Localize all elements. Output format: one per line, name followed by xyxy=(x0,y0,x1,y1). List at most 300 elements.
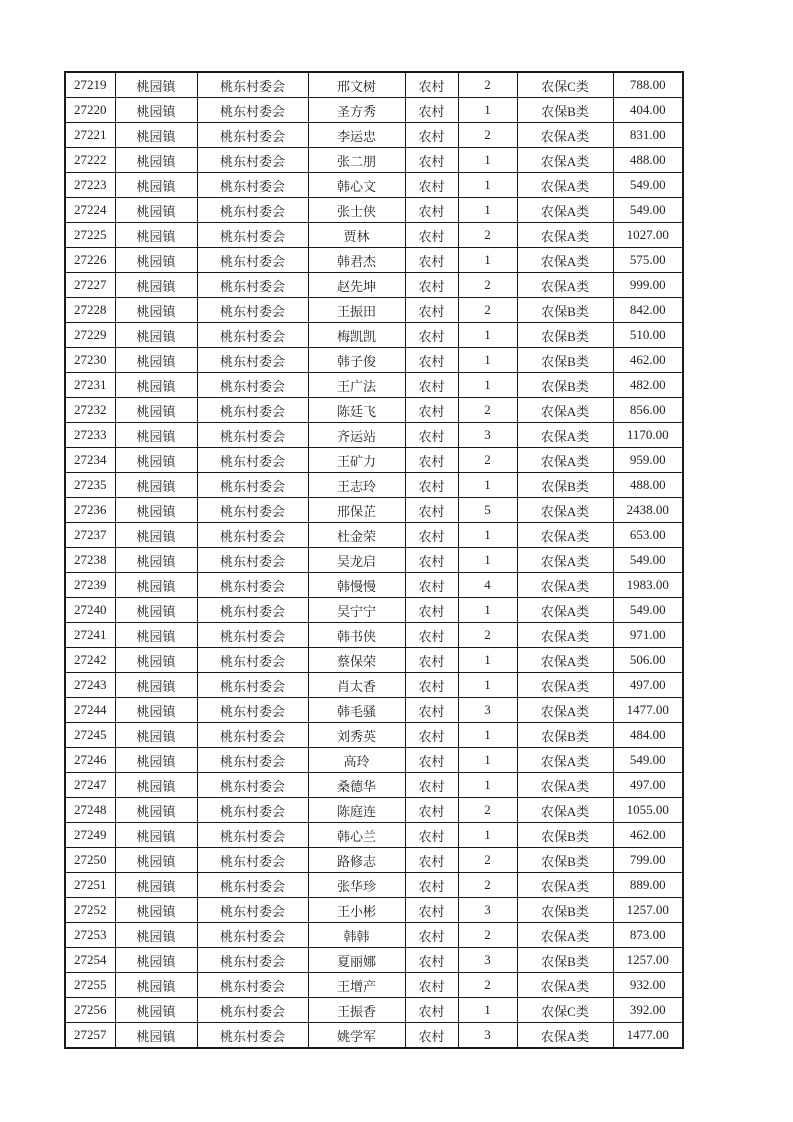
table-row xyxy=(65,423,683,448)
table-cell-person-count: 2 xyxy=(458,623,517,648)
table-cell-amount: 799.00 xyxy=(613,848,683,873)
table-cell-town: 桃园镇 xyxy=(115,423,197,448)
table-cell-amount: 1170.00 xyxy=(613,423,683,448)
table-cell-record-id: 27223 xyxy=(65,173,115,198)
table-cell-village-committee: 桃东村委会 xyxy=(197,72,308,98)
table-cell-person-name: 圣方秀 xyxy=(308,98,405,123)
table-cell-person-name: 刘秀英 xyxy=(308,723,405,748)
table-cell-town: 桃园镇 xyxy=(115,873,197,898)
table-cell-insurance-category: 农保B类 xyxy=(517,898,613,923)
table-row xyxy=(65,573,683,598)
table-cell-household-type: 农村 xyxy=(405,998,458,1023)
table-cell-person-count: 2 xyxy=(458,273,517,298)
table-cell-person-count: 2 xyxy=(458,848,517,873)
table-cell-town: 桃园镇 xyxy=(115,548,197,573)
table-cell-record-id: 27240 xyxy=(65,598,115,623)
table-cell-village-committee: 桃东村委会 xyxy=(197,473,308,498)
table-cell-village-committee: 桃东村委会 xyxy=(197,573,308,598)
table-cell-record-id: 27243 xyxy=(65,673,115,698)
table-cell-person-name: 肖太香 xyxy=(308,673,405,698)
table-cell-insurance-category: 农保B类 xyxy=(517,948,613,973)
table-cell-record-id: 27229 xyxy=(65,323,115,348)
table-cell-amount: 932.00 xyxy=(613,973,683,998)
table-cell-record-id: 27231 xyxy=(65,373,115,398)
table-cell-town: 桃园镇 xyxy=(115,573,197,598)
table-cell-person-name: 夏丽娜 xyxy=(308,948,405,973)
table-cell-record-id: 27244 xyxy=(65,698,115,723)
table-row xyxy=(65,323,683,348)
table-cell-household-type: 农村 xyxy=(405,748,458,773)
table-cell-insurance-category: 农保A类 xyxy=(517,273,613,298)
table-cell-insurance-category: 农保A类 xyxy=(517,123,613,148)
table-cell-insurance-category: 农保A类 xyxy=(517,398,613,423)
table-cell-village-committee: 桃东村委会 xyxy=(197,398,308,423)
table-cell-person-count: 1 xyxy=(458,548,517,573)
table-cell-record-id: 27253 xyxy=(65,923,115,948)
table-cell-household-type: 农村 xyxy=(405,598,458,623)
table-cell-village-committee: 桃东村委会 xyxy=(197,448,308,473)
table-cell-person-count: 2 xyxy=(458,798,517,823)
table-cell-village-committee: 桃东村委会 xyxy=(197,623,308,648)
table-cell-record-id: 27236 xyxy=(65,498,115,523)
table-cell-town: 桃园镇 xyxy=(115,498,197,523)
table-cell-person-name: 韩子俊 xyxy=(308,348,405,373)
table-cell-town: 桃园镇 xyxy=(115,723,197,748)
table-cell-amount: 482.00 xyxy=(613,373,683,398)
table-cell-record-id: 27220 xyxy=(65,98,115,123)
table-cell-insurance-category: 农保B类 xyxy=(517,723,613,748)
table-cell-village-committee: 桃东村委会 xyxy=(197,298,308,323)
table-cell-record-id: 27247 xyxy=(65,773,115,798)
table-cell-household-type: 农村 xyxy=(405,273,458,298)
table-row xyxy=(65,773,683,798)
table-cell-town: 桃园镇 xyxy=(115,698,197,723)
table-row xyxy=(65,698,683,723)
table-cell-household-type: 农村 xyxy=(405,623,458,648)
table-cell-insurance-category: 农保B类 xyxy=(517,848,613,873)
table-cell-record-id: 27251 xyxy=(65,873,115,898)
table-cell-amount: 1983.00 xyxy=(613,573,683,598)
table-cell-household-type: 农村 xyxy=(405,373,458,398)
table-cell-town: 桃园镇 xyxy=(115,123,197,148)
table-cell-person-name: 韩君杰 xyxy=(308,248,405,273)
table-cell-town: 桃园镇 xyxy=(115,523,197,548)
table-cell-household-type: 农村 xyxy=(405,498,458,523)
table-cell-insurance-category: 农保A类 xyxy=(517,498,613,523)
table-cell-household-type: 农村 xyxy=(405,698,458,723)
table-cell-person-count: 5 xyxy=(458,498,517,523)
table-cell-amount: 653.00 xyxy=(613,523,683,548)
table-cell-person-name: 吴宁宁 xyxy=(308,598,405,623)
table-cell-record-id: 27234 xyxy=(65,448,115,473)
table-row xyxy=(65,398,683,423)
table-cell-town: 桃园镇 xyxy=(115,173,197,198)
table-row xyxy=(65,148,683,173)
table-cell-person-count: 2 xyxy=(458,973,517,998)
table-cell-village-committee: 桃东村委会 xyxy=(197,798,308,823)
table-cell-household-type: 农村 xyxy=(405,223,458,248)
table-cell-amount: 999.00 xyxy=(613,273,683,298)
table-cell-village-committee: 桃东村委会 xyxy=(197,373,308,398)
table-cell-household-type: 农村 xyxy=(405,948,458,973)
table-cell-insurance-category: 农保A类 xyxy=(517,573,613,598)
table-row xyxy=(65,198,683,223)
table-cell-town: 桃园镇 xyxy=(115,298,197,323)
table-cell-person-name: 王广法 xyxy=(308,373,405,398)
table-cell-person-name: 张华珍 xyxy=(308,873,405,898)
table-cell-amount: 1477.00 xyxy=(613,1023,683,1049)
table-cell-record-id: 27252 xyxy=(65,898,115,923)
table-cell-village-committee: 桃东村委会 xyxy=(197,1023,308,1049)
table-cell-amount: 506.00 xyxy=(613,648,683,673)
table-cell-village-committee: 桃东村委会 xyxy=(197,998,308,1023)
table-cell-town: 桃园镇 xyxy=(115,448,197,473)
table-row xyxy=(65,72,683,98)
table-cell-amount: 1257.00 xyxy=(613,948,683,973)
table-cell-person-count: 2 xyxy=(458,298,517,323)
table-cell-town: 桃园镇 xyxy=(115,673,197,698)
table-cell-person-count: 1 xyxy=(458,323,517,348)
table-cell-household-type: 农村 xyxy=(405,723,458,748)
table-cell-person-name: 王矿力 xyxy=(308,448,405,473)
table-row xyxy=(65,123,683,148)
table-cell-person-name: 陈庭连 xyxy=(308,798,405,823)
table-cell-village-committee: 桃东村委会 xyxy=(197,723,308,748)
table-cell-insurance-category: 农保A类 xyxy=(517,173,613,198)
table-cell-town: 桃园镇 xyxy=(115,898,197,923)
table-cell-person-name: 路修志 xyxy=(308,848,405,873)
table-cell-town: 桃园镇 xyxy=(115,773,197,798)
table-row xyxy=(65,973,683,998)
table-cell-insurance-category: 农保A类 xyxy=(517,623,613,648)
table-cell-amount: 488.00 xyxy=(613,473,683,498)
table-row xyxy=(65,1023,683,1049)
table-row xyxy=(65,523,683,548)
table-cell-insurance-category: 农保A类 xyxy=(517,1023,613,1049)
table-cell-household-type: 农村 xyxy=(405,523,458,548)
table-cell-insurance-category: 农保A类 xyxy=(517,748,613,773)
table-cell-household-type: 农村 xyxy=(405,573,458,598)
table-cell-village-committee: 桃东村委会 xyxy=(197,273,308,298)
table-cell-record-id: 27241 xyxy=(65,623,115,648)
table-cell-village-committee: 桃东村委会 xyxy=(197,348,308,373)
table-cell-household-type: 农村 xyxy=(405,973,458,998)
table-cell-record-id: 27224 xyxy=(65,198,115,223)
table-cell-amount: 497.00 xyxy=(613,673,683,698)
table-cell-town: 桃园镇 xyxy=(115,648,197,673)
table-row xyxy=(65,473,683,498)
table-cell-village-committee: 桃东村委会 xyxy=(197,873,308,898)
table-cell-town: 桃园镇 xyxy=(115,223,197,248)
table-cell-village-committee: 桃东村委会 xyxy=(197,323,308,348)
table-cell-town: 桃园镇 xyxy=(115,323,197,348)
table-cell-person-count: 3 xyxy=(458,698,517,723)
table-cell-record-id: 27232 xyxy=(65,398,115,423)
table-cell-person-name: 张二朋 xyxy=(308,148,405,173)
table-cell-insurance-category: 农保B类 xyxy=(517,323,613,348)
table-cell-village-committee: 桃东村委会 xyxy=(197,973,308,998)
table-cell-village-committee: 桃东村委会 xyxy=(197,673,308,698)
table-cell-record-id: 27237 xyxy=(65,523,115,548)
table-cell-amount: 549.00 xyxy=(613,598,683,623)
table-cell-person-name: 韩心兰 xyxy=(308,823,405,848)
table-cell-person-count: 1 xyxy=(458,348,517,373)
table-cell-person-name: 桑德华 xyxy=(308,773,405,798)
table-cell-amount: 842.00 xyxy=(613,298,683,323)
table-row xyxy=(65,873,683,898)
table-cell-village-committee: 桃东村委会 xyxy=(197,773,308,798)
table-cell-record-id: 27239 xyxy=(65,573,115,598)
table-cell-village-committee: 桃东村委会 xyxy=(197,823,308,848)
table-cell-person-count: 2 xyxy=(458,398,517,423)
table-cell-person-count: 3 xyxy=(458,948,517,973)
table-row xyxy=(65,648,683,673)
table-cell-insurance-category: 农保A类 xyxy=(517,673,613,698)
table-cell-village-committee: 桃东村委会 xyxy=(197,923,308,948)
table-cell-town: 桃园镇 xyxy=(115,623,197,648)
table-cell-insurance-category: 农保B类 xyxy=(517,373,613,398)
table-cell-insurance-category: 农保A类 xyxy=(517,873,613,898)
table-cell-insurance-category: 农保A类 xyxy=(517,973,613,998)
table-cell-insurance-category: 农保A类 xyxy=(517,773,613,798)
table-cell-record-id: 27245 xyxy=(65,723,115,748)
table-cell-person-name: 齐运站 xyxy=(308,423,405,448)
table-cell-town: 桃园镇 xyxy=(115,1023,197,1049)
table-cell-person-name: 王振香 xyxy=(308,998,405,1023)
table-cell-household-type: 农村 xyxy=(405,798,458,823)
table-cell-insurance-category: 农保A类 xyxy=(517,423,613,448)
table-cell-record-id: 27257 xyxy=(65,1023,115,1049)
table-cell-household-type: 农村 xyxy=(405,423,458,448)
table-cell-person-count: 1 xyxy=(458,998,517,1023)
table-cell-record-id: 27233 xyxy=(65,423,115,448)
table-cell-village-committee: 桃东村委会 xyxy=(197,98,308,123)
table-row xyxy=(65,598,683,623)
table-cell-record-id: 27219 xyxy=(65,72,115,98)
table-cell-village-committee: 桃东村委会 xyxy=(197,123,308,148)
table-cell-insurance-category: 农保A类 xyxy=(517,523,613,548)
table-cell-amount: 831.00 xyxy=(613,123,683,148)
table-row xyxy=(65,798,683,823)
records-table-body xyxy=(65,72,683,1048)
table-cell-town: 桃园镇 xyxy=(115,348,197,373)
table-cell-person-count: 1 xyxy=(458,748,517,773)
table-cell-household-type: 农村 xyxy=(405,123,458,148)
table-cell-household-type: 农村 xyxy=(405,473,458,498)
table-cell-person-count: 3 xyxy=(458,1023,517,1049)
table-cell-village-committee: 桃东村委会 xyxy=(197,698,308,723)
table-cell-person-name: 姚学军 xyxy=(308,1023,405,1049)
table-row xyxy=(65,823,683,848)
table-cell-amount: 575.00 xyxy=(613,248,683,273)
table-cell-household-type: 农村 xyxy=(405,1023,458,1049)
table-cell-insurance-category: 农保B类 xyxy=(517,348,613,373)
table-cell-insurance-category: 农保B类 xyxy=(517,98,613,123)
table-cell-record-id: 27227 xyxy=(65,273,115,298)
table-row xyxy=(65,948,683,973)
table-cell-village-committee: 桃东村委会 xyxy=(197,498,308,523)
table-cell-person-name: 王振田 xyxy=(308,298,405,323)
table-cell-person-name: 韩毛骚 xyxy=(308,698,405,723)
table-cell-insurance-category: 农保A类 xyxy=(517,698,613,723)
table-cell-household-type: 农村 xyxy=(405,673,458,698)
table-cell-record-id: 27228 xyxy=(65,298,115,323)
table-cell-person-count: 3 xyxy=(458,898,517,923)
table-cell-village-committee: 桃东村委会 xyxy=(197,748,308,773)
table-cell-person-count: 2 xyxy=(458,873,517,898)
table-cell-household-type: 农村 xyxy=(405,823,458,848)
table-cell-insurance-category: 农保A类 xyxy=(517,248,613,273)
table-cell-village-committee: 桃东村委会 xyxy=(197,173,308,198)
table-cell-record-id: 27222 xyxy=(65,148,115,173)
table-cell-person-count: 1 xyxy=(458,148,517,173)
table-cell-town: 桃园镇 xyxy=(115,398,197,423)
table-cell-amount: 856.00 xyxy=(613,398,683,423)
table-cell-insurance-category: 农保A类 xyxy=(517,448,613,473)
table-cell-record-id: 27235 xyxy=(65,473,115,498)
table-cell-record-id: 27255 xyxy=(65,973,115,998)
table-cell-amount: 959.00 xyxy=(613,448,683,473)
table-cell-amount: 404.00 xyxy=(613,98,683,123)
table-cell-person-count: 1 xyxy=(458,723,517,748)
table-cell-household-type: 农村 xyxy=(405,148,458,173)
table-cell-person-name: 高玲 xyxy=(308,748,405,773)
table-cell-person-count: 1 xyxy=(458,248,517,273)
table-cell-household-type: 农村 xyxy=(405,248,458,273)
table-row xyxy=(65,223,683,248)
table-cell-town: 桃园镇 xyxy=(115,98,197,123)
table-cell-amount: 788.00 xyxy=(613,72,683,98)
table-cell-household-type: 农村 xyxy=(405,923,458,948)
table-row xyxy=(65,998,683,1023)
table-cell-amount: 1027.00 xyxy=(613,223,683,248)
table-cell-insurance-category: 农保A类 xyxy=(517,198,613,223)
table-cell-village-committee: 桃东村委会 xyxy=(197,948,308,973)
table-cell-town: 桃园镇 xyxy=(115,248,197,273)
table-cell-person-name: 吴龙启 xyxy=(308,548,405,573)
table-row xyxy=(65,673,683,698)
table-cell-household-type: 农村 xyxy=(405,873,458,898)
table-cell-record-id: 27225 xyxy=(65,223,115,248)
table-cell-amount: 462.00 xyxy=(613,823,683,848)
table-cell-person-count: 2 xyxy=(458,123,517,148)
table-cell-person-name: 邢文树 xyxy=(308,72,405,98)
table-cell-household-type: 农村 xyxy=(405,648,458,673)
table-cell-record-id: 27246 xyxy=(65,748,115,773)
table-cell-household-type: 农村 xyxy=(405,323,458,348)
table-cell-household-type: 农村 xyxy=(405,898,458,923)
table-cell-town: 桃园镇 xyxy=(115,923,197,948)
table-cell-amount: 488.00 xyxy=(613,148,683,173)
table-row xyxy=(65,173,683,198)
table-cell-village-committee: 桃东村委会 xyxy=(197,523,308,548)
table-cell-household-type: 农村 xyxy=(405,548,458,573)
table-cell-household-type: 农村 xyxy=(405,348,458,373)
table-cell-amount: 873.00 xyxy=(613,923,683,948)
table-cell-household-type: 农村 xyxy=(405,198,458,223)
table-cell-town: 桃园镇 xyxy=(115,198,197,223)
table-cell-town: 桃园镇 xyxy=(115,598,197,623)
table-cell-record-id: 27250 xyxy=(65,848,115,873)
table-cell-person-name: 张士侠 xyxy=(308,198,405,223)
table-cell-amount: 497.00 xyxy=(613,773,683,798)
table-cell-person-count: 1 xyxy=(458,98,517,123)
table-cell-village-committee: 桃东村委会 xyxy=(197,148,308,173)
table-cell-household-type: 农村 xyxy=(405,398,458,423)
table-cell-record-id: 27226 xyxy=(65,248,115,273)
table-cell-insurance-category: 农保B类 xyxy=(517,298,613,323)
table-cell-person-count: 2 xyxy=(458,923,517,948)
table-cell-town: 桃园镇 xyxy=(115,973,197,998)
table-cell-amount: 549.00 xyxy=(613,198,683,223)
table-row xyxy=(65,248,683,273)
table-cell-amount: 889.00 xyxy=(613,873,683,898)
table-cell-town: 桃园镇 xyxy=(115,473,197,498)
table-cell-insurance-category: 农保A类 xyxy=(517,223,613,248)
table-cell-town: 桃园镇 xyxy=(115,273,197,298)
table-cell-person-name: 杜金荣 xyxy=(308,523,405,548)
table-cell-person-count: 1 xyxy=(458,773,517,798)
table-cell-household-type: 农村 xyxy=(405,448,458,473)
table-cell-amount: 2438.00 xyxy=(613,498,683,523)
table-cell-insurance-category: 农保A类 xyxy=(517,798,613,823)
table-row xyxy=(65,498,683,523)
table-cell-person-name: 李运忠 xyxy=(308,123,405,148)
table-cell-town: 桃园镇 xyxy=(115,148,197,173)
table-cell-town: 桃园镇 xyxy=(115,798,197,823)
table-cell-village-committee: 桃东村委会 xyxy=(197,423,308,448)
table-cell-person-name: 王志玲 xyxy=(308,473,405,498)
table-cell-person-count: 1 xyxy=(458,173,517,198)
table-cell-village-committee: 桃东村委会 xyxy=(197,648,308,673)
table-cell-village-committee: 桃东村委会 xyxy=(197,248,308,273)
table-cell-insurance-category: 农保A类 xyxy=(517,598,613,623)
table-row xyxy=(65,448,683,473)
table-cell-person-count: 3 xyxy=(458,423,517,448)
table-row xyxy=(65,298,683,323)
table-cell-record-id: 27230 xyxy=(65,348,115,373)
table-cell-person-name: 蔡保荣 xyxy=(308,648,405,673)
table-cell-person-count: 2 xyxy=(458,72,517,98)
table-cell-amount: 462.00 xyxy=(613,348,683,373)
table-cell-person-name: 韩心文 xyxy=(308,173,405,198)
table-cell-amount: 549.00 xyxy=(613,173,683,198)
table-cell-person-name: 王小彬 xyxy=(308,898,405,923)
table-cell-insurance-category: 农保A类 xyxy=(517,548,613,573)
table-cell-insurance-category: 农保A类 xyxy=(517,148,613,173)
table-cell-insurance-category: 农保A类 xyxy=(517,648,613,673)
table-cell-amount: 1477.00 xyxy=(613,698,683,723)
table-cell-person-name: 韩韩 xyxy=(308,923,405,948)
table-cell-person-count: 1 xyxy=(458,823,517,848)
table-cell-village-committee: 桃东村委会 xyxy=(197,198,308,223)
table-cell-amount: 510.00 xyxy=(613,323,683,348)
table-cell-person-name: 赵先坤 xyxy=(308,273,405,298)
table-cell-person-name: 陈廷飞 xyxy=(308,398,405,423)
table-cell-record-id: 27242 xyxy=(65,648,115,673)
table-cell-insurance-category: 农保A类 xyxy=(517,923,613,948)
table-cell-household-type: 农村 xyxy=(405,773,458,798)
table-cell-record-id: 27254 xyxy=(65,948,115,973)
table-cell-person-name: 韩书侠 xyxy=(308,623,405,648)
table-cell-amount: 549.00 xyxy=(613,748,683,773)
table-cell-insurance-category: 农保B类 xyxy=(517,473,613,498)
table-row xyxy=(65,748,683,773)
table-cell-person-name: 梅凯凯 xyxy=(308,323,405,348)
table-cell-town: 桃园镇 xyxy=(115,373,197,398)
table-row xyxy=(65,348,683,373)
table-row xyxy=(65,98,683,123)
